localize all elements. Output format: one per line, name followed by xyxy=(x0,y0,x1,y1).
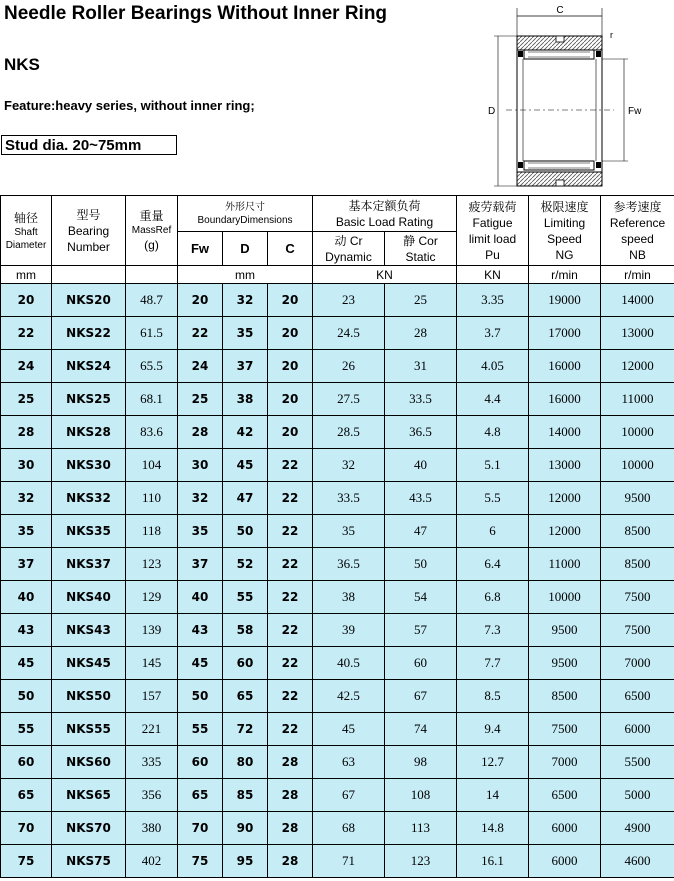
bearing-number-cell: NKS30 xyxy=(52,449,126,482)
table-row xyxy=(1,317,674,350)
reference-speed-cell: 4600 xyxy=(601,845,674,878)
limiting-speed-cell: 16000 xyxy=(529,383,601,416)
reference-speed-cell: 8500 xyxy=(601,515,674,548)
static-cor-cell: 50 xyxy=(385,548,457,581)
fatigue-limit-cell: 8.5 xyxy=(457,680,529,713)
c-cell: 22 xyxy=(268,581,313,614)
fatigue-limit-cell: 6 xyxy=(457,515,529,548)
mass-cell: 335 xyxy=(126,746,178,779)
fw-cell: 70 xyxy=(178,812,223,845)
dynamic-cr-cell: 26 xyxy=(313,350,385,383)
dynamic-cr-cell: 39 xyxy=(313,614,385,647)
mass-cell: 129 xyxy=(126,581,178,614)
d-cell: 35 xyxy=(223,317,268,350)
d-cell: 32 xyxy=(223,284,268,317)
dynamic-cr-cell: 38 xyxy=(313,581,385,614)
dynamic-cr-cell: 23 xyxy=(313,284,385,317)
mass-cell: 157 xyxy=(126,680,178,713)
static-cor-cell: 28 xyxy=(385,317,457,350)
bearing-number-cell: NKS45 xyxy=(52,647,126,680)
d-cell: 45 xyxy=(223,449,268,482)
fatigue-limit-cell: 3.35 xyxy=(457,284,529,317)
dim-d-label: D xyxy=(488,106,496,117)
static-cor-cell: 67 xyxy=(385,680,457,713)
shaft-diameter-cell: 24 xyxy=(1,350,52,383)
boundary-dimensions-header: 外形尺寸 BoundaryDimensions xyxy=(178,196,313,232)
mass-cell: 145 xyxy=(126,647,178,680)
page-title: Needle Roller Bearings Without Inner Ring xyxy=(4,3,388,24)
limiting-speed-cell: 13000 xyxy=(529,449,601,482)
shaft-diameter-cell: 35 xyxy=(1,515,52,548)
table-row xyxy=(1,812,674,845)
bearing-number-cell: NKS70 xyxy=(52,812,126,845)
shaft-diameter-cell: 32 xyxy=(1,482,52,515)
limiting-speed-cell: 7500 xyxy=(529,713,601,746)
bearing-number-cell: NKS37 xyxy=(52,548,126,581)
bearing-number-cell: NKS55 xyxy=(52,713,126,746)
dynamic-cr-cell: 40.5 xyxy=(313,647,385,680)
reference-speed-cell: 10000 xyxy=(601,416,674,449)
static-cor-cell: 60 xyxy=(385,647,457,680)
table-row xyxy=(1,647,674,680)
table-row xyxy=(1,581,674,614)
shaft-diameter-cell: 75 xyxy=(1,845,52,878)
d-cell: 65 xyxy=(223,680,268,713)
static-cor-cell: 123 xyxy=(385,845,457,878)
shaft-diameter-cell: 65 xyxy=(1,779,52,812)
dynamic-cr-cell: 33.5 xyxy=(313,482,385,515)
fatigue-limit-cell: 7.7 xyxy=(457,647,529,680)
static-cor-cell: 40 xyxy=(385,449,457,482)
static-cor-header: 静 Cor Static xyxy=(385,232,457,266)
fatigue-limit-cell: 12.7 xyxy=(457,746,529,779)
reference-speed-cell: 5000 xyxy=(601,779,674,812)
table-row xyxy=(1,284,674,317)
fatigue-limit-cell: 3.7 xyxy=(457,317,529,350)
mass-cell: 402 xyxy=(126,845,178,878)
d-header: D xyxy=(223,232,268,266)
dynamic-cr-cell: 27.5 xyxy=(313,383,385,416)
shaft-diameter-cell: 28 xyxy=(1,416,52,449)
c-cell: 20 xyxy=(268,383,313,416)
fw-cell: 20 xyxy=(178,284,223,317)
mass-cell: 83.6 xyxy=(126,416,178,449)
d-cell: 38 xyxy=(223,383,268,416)
limiting-speed-cell: 11000 xyxy=(529,548,601,581)
c-cell: 20 xyxy=(268,350,313,383)
fatigue-limit-cell: 6.4 xyxy=(457,548,529,581)
bearing-number-cell: NKS60 xyxy=(52,746,126,779)
dim-r-label: r xyxy=(610,30,613,40)
reference-speed-cell: 4900 xyxy=(601,812,674,845)
fatigue-limit-cell: 14 xyxy=(457,779,529,812)
reference-speed-cell: 7000 xyxy=(601,647,674,680)
shaft-diameter-cell: 45 xyxy=(1,647,52,680)
reference-speed-cell: 8500 xyxy=(601,548,674,581)
static-cor-cell: 98 xyxy=(385,746,457,779)
mass-header: 重量 MassRef (g) xyxy=(126,196,178,266)
limiting-speed-cell: 12000 xyxy=(529,515,601,548)
d-cell: 80 xyxy=(223,746,268,779)
dynamic-cr-cell: 71 xyxy=(313,845,385,878)
reference-speed-cell: 13000 xyxy=(601,317,674,350)
fw-cell: 55 xyxy=(178,713,223,746)
load-unit: KN xyxy=(313,266,457,284)
reference-speed-cell: 6000 xyxy=(601,713,674,746)
d-cell: 95 xyxy=(223,845,268,878)
limit-speed-unit: r/min xyxy=(529,266,601,284)
c-cell: 20 xyxy=(268,416,313,449)
static-cor-cell: 74 xyxy=(385,713,457,746)
fw-cell: 28 xyxy=(178,416,223,449)
dynamic-cr-cell: 24.5 xyxy=(313,317,385,350)
fatigue-limit-cell: 4.05 xyxy=(457,350,529,383)
limiting-speed-header: 极限速度 Limiting Speed NG xyxy=(529,196,601,266)
static-cor-cell: 57 xyxy=(385,614,457,647)
limiting-speed-cell: 6000 xyxy=(529,812,601,845)
bearing-cross-section-drawing xyxy=(484,2,644,192)
bearing-number-cell: NKS22 xyxy=(52,317,126,350)
static-cor-cell: 25 xyxy=(385,284,457,317)
fatigue-limit-cell: 4.4 xyxy=(457,383,529,416)
shaft-diameter-cell: 40 xyxy=(1,581,52,614)
dynamic-cr-cell: 67 xyxy=(313,779,385,812)
reference-speed-cell: 5500 xyxy=(601,746,674,779)
shaft-diameter-cell: 25 xyxy=(1,383,52,416)
dimension-unit: mm xyxy=(178,266,313,284)
limiting-speed-cell: 8500 xyxy=(529,680,601,713)
dynamic-cr-cell: 28.5 xyxy=(313,416,385,449)
mass-cell: 356 xyxy=(126,779,178,812)
shaft-unit: mm xyxy=(1,266,52,284)
mass-cell: 104 xyxy=(126,449,178,482)
mass-cell: 139 xyxy=(126,614,178,647)
fw-cell: 43 xyxy=(178,614,223,647)
c-cell: 22 xyxy=(268,614,313,647)
table-row xyxy=(1,449,674,482)
mass-cell: 65.5 xyxy=(126,350,178,383)
bearing-number-cell: NKS43 xyxy=(52,614,126,647)
fatigue-unit: KN xyxy=(457,266,529,284)
d-cell: 85 xyxy=(223,779,268,812)
table-row xyxy=(1,383,674,416)
shaft-diameter-cell: 30 xyxy=(1,449,52,482)
basic-load-rating-header: 基本定额负荷 Basic Load Rating xyxy=(313,196,457,232)
mass-cell: 110 xyxy=(126,482,178,515)
fatigue-limit-header: 疲劳载荷 Fatigue limit load Pu xyxy=(457,196,529,266)
table-row xyxy=(1,515,674,548)
table-row xyxy=(1,845,674,878)
bearing-number-cell: NKS24 xyxy=(52,350,126,383)
d-cell: 72 xyxy=(223,713,268,746)
reference-speed-cell: 11000 xyxy=(601,383,674,416)
limiting-speed-cell: 6000 xyxy=(529,845,601,878)
reference-speed-cell: 10000 xyxy=(601,449,674,482)
limiting-speed-cell: 10000 xyxy=(529,581,601,614)
bearing-spec-table xyxy=(0,195,674,878)
fw-cell: 35 xyxy=(178,515,223,548)
c-cell: 20 xyxy=(268,284,313,317)
reference-speed-cell: 14000 xyxy=(601,284,674,317)
table-row xyxy=(1,350,674,383)
static-cor-cell: 43.5 xyxy=(385,482,457,515)
c-cell: 28 xyxy=(268,845,313,878)
c-cell: 28 xyxy=(268,746,313,779)
d-cell: 58 xyxy=(223,614,268,647)
bearing-number-cell: NKS50 xyxy=(52,680,126,713)
table-row xyxy=(1,779,674,812)
bearing-number-cell: NKS20 xyxy=(52,284,126,317)
reference-speed-cell: 6500 xyxy=(601,680,674,713)
dynamic-cr-cell: 36.5 xyxy=(313,548,385,581)
fw-cell: 65 xyxy=(178,779,223,812)
fatigue-limit-cell: 9.4 xyxy=(457,713,529,746)
stud-diameter-box: Stud dia. 20~75mm xyxy=(1,135,177,155)
dynamic-cr-cell: 32 xyxy=(313,449,385,482)
shaft-diameter-cell: 20 xyxy=(1,284,52,317)
limiting-speed-cell: 17000 xyxy=(529,317,601,350)
table-row xyxy=(1,680,674,713)
limiting-speed-cell: 19000 xyxy=(529,284,601,317)
fatigue-limit-cell: 6.8 xyxy=(457,581,529,614)
c-cell: 22 xyxy=(268,515,313,548)
series-name: NKS xyxy=(4,55,40,74)
limiting-speed-cell: 16000 xyxy=(529,350,601,383)
fatigue-limit-cell: 5.1 xyxy=(457,449,529,482)
dynamic-cr-cell: 35 xyxy=(313,515,385,548)
fw-cell: 40 xyxy=(178,581,223,614)
c-header: C xyxy=(268,232,313,266)
fatigue-limit-cell: 14.8 xyxy=(457,812,529,845)
c-cell: 28 xyxy=(268,812,313,845)
table-row xyxy=(1,746,674,779)
table-row xyxy=(1,713,674,746)
bearing-number-cell: NKS25 xyxy=(52,383,126,416)
feature-text: Feature:heavy series, without inner ring; xyxy=(4,98,255,113)
static-cor-cell: 54 xyxy=(385,581,457,614)
bearing-number-cell: NKS65 xyxy=(52,779,126,812)
shaft-diameter-cell: 22 xyxy=(1,317,52,350)
fatigue-limit-cell: 4.8 xyxy=(457,416,529,449)
shaft-diameter-cell: 55 xyxy=(1,713,52,746)
table-row xyxy=(1,614,674,647)
shaft-diameter-cell: 43 xyxy=(1,614,52,647)
shaft-diameter-cell: 70 xyxy=(1,812,52,845)
c-cell: 22 xyxy=(268,482,313,515)
c-cell: 20 xyxy=(268,317,313,350)
static-cor-cell: 113 xyxy=(385,812,457,845)
dynamic-cr-cell: 45 xyxy=(313,713,385,746)
fw-cell: 37 xyxy=(178,548,223,581)
dim-fw-label: Fw xyxy=(628,106,642,117)
d-cell: 47 xyxy=(223,482,268,515)
c-cell: 22 xyxy=(268,548,313,581)
fw-cell: 45 xyxy=(178,647,223,680)
c-cell: 22 xyxy=(268,647,313,680)
limiting-speed-cell: 6500 xyxy=(529,779,601,812)
fw-cell: 32 xyxy=(178,482,223,515)
mass-cell: 118 xyxy=(126,515,178,548)
fw-header: Fw xyxy=(178,232,223,266)
d-cell: 90 xyxy=(223,812,268,845)
fatigue-limit-cell: 7.3 xyxy=(457,614,529,647)
mass-cell: 48.7 xyxy=(126,284,178,317)
shaft-diameter-cell: 50 xyxy=(1,680,52,713)
mass-cell: 380 xyxy=(126,812,178,845)
fw-cell: 24 xyxy=(178,350,223,383)
reference-speed-unit: r/min xyxy=(601,266,674,284)
mass-cell: 123 xyxy=(126,548,178,581)
d-cell: 52 xyxy=(223,548,268,581)
fw-cell: 22 xyxy=(178,317,223,350)
bearing-number-cell: NKS35 xyxy=(52,515,126,548)
mass-cell: 221 xyxy=(126,713,178,746)
limiting-speed-cell: 7000 xyxy=(529,746,601,779)
table-row xyxy=(1,416,674,449)
d-cell: 37 xyxy=(223,350,268,383)
fw-cell: 60 xyxy=(178,746,223,779)
c-cell: 22 xyxy=(268,449,313,482)
static-cor-cell: 47 xyxy=(385,515,457,548)
bearing-number-cell: NKS32 xyxy=(52,482,126,515)
dynamic-cr-cell: 42.5 xyxy=(313,680,385,713)
reference-speed-cell: 7500 xyxy=(601,614,674,647)
fatigue-limit-cell: 5.5 xyxy=(457,482,529,515)
reference-speed-header: 参考速度 Reference speed NB xyxy=(601,196,674,266)
bearing-number-cell: NKS28 xyxy=(52,416,126,449)
d-cell: 50 xyxy=(223,515,268,548)
fatigue-limit-cell: 16.1 xyxy=(457,845,529,878)
limiting-speed-cell: 9500 xyxy=(529,614,601,647)
bearing-number-cell: NKS75 xyxy=(52,845,126,878)
reference-speed-cell: 7500 xyxy=(601,581,674,614)
shaft-diameter-cell: 60 xyxy=(1,746,52,779)
table-row xyxy=(1,482,674,515)
c-cell: 22 xyxy=(268,713,313,746)
mass-cell: 68.1 xyxy=(126,383,178,416)
limiting-speed-cell: 14000 xyxy=(529,416,601,449)
static-cor-cell: 33.5 xyxy=(385,383,457,416)
reference-speed-cell: 12000 xyxy=(601,350,674,383)
dynamic-cr-cell: 68 xyxy=(313,812,385,845)
c-cell: 22 xyxy=(268,680,313,713)
fw-cell: 50 xyxy=(178,680,223,713)
fw-cell: 75 xyxy=(178,845,223,878)
static-cor-cell: 108 xyxy=(385,779,457,812)
mass-cell: 61.5 xyxy=(126,317,178,350)
reference-speed-cell: 9500 xyxy=(601,482,674,515)
dim-c-label: C xyxy=(556,5,564,16)
d-cell: 55 xyxy=(223,581,268,614)
bearing-number-cell: NKS40 xyxy=(52,581,126,614)
d-cell: 60 xyxy=(223,647,268,680)
d-cell: 42 xyxy=(223,416,268,449)
c-cell: 28 xyxy=(268,779,313,812)
table-row xyxy=(1,548,674,581)
static-cor-cell: 31 xyxy=(385,350,457,383)
static-cor-cell: 36.5 xyxy=(385,416,457,449)
bearing-number-header: 型号 Bearing Number xyxy=(52,196,126,266)
shaft-diameter-header: 轴径 Shaft Diameter xyxy=(1,196,52,266)
shaft-diameter-cell: 37 xyxy=(1,548,52,581)
limiting-speed-cell: 9500 xyxy=(529,647,601,680)
dynamic-cr-header: 动 Cr Dynamic xyxy=(313,232,385,266)
fw-cell: 25 xyxy=(178,383,223,416)
limiting-speed-cell: 12000 xyxy=(529,482,601,515)
fw-cell: 30 xyxy=(178,449,223,482)
dynamic-cr-cell: 63 xyxy=(313,746,385,779)
